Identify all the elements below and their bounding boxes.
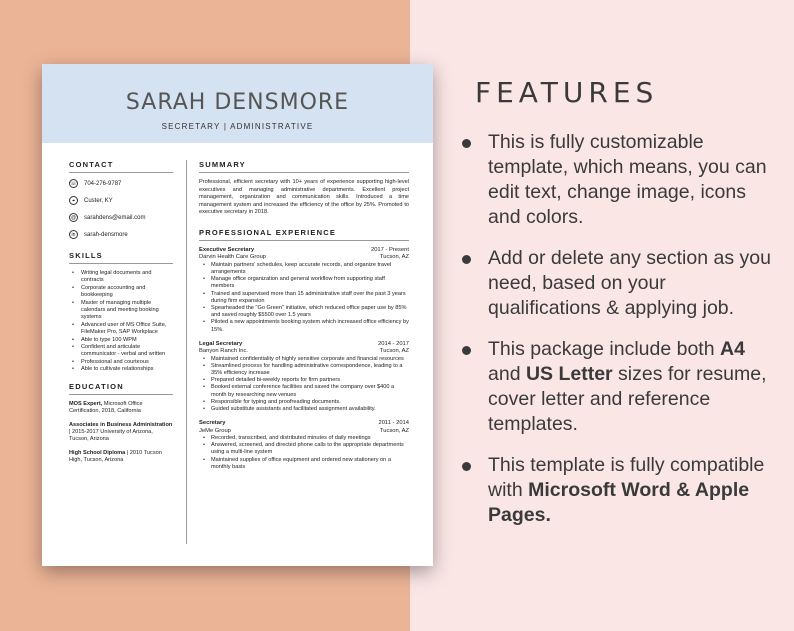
- resume-right-column: [199, 160, 409, 478]
- contact-text: sarahdens@email.com: [84, 214, 146, 221]
- job-company-row: [199, 348, 409, 355]
- feature-item: [460, 246, 780, 321]
- job-dates: 2011 - 2014: [378, 420, 409, 427]
- feature-text: and: [488, 363, 526, 385]
- feature-bold: A4: [719, 338, 745, 360]
- job-bullet: • Streamlined process for handling administrative correspondence, leading to a 35% efficiency increase: [199, 363, 409, 377]
- feature-bold: Microsoft Word & Apple Pages.: [488, 479, 750, 526]
- job-location: Tucson, AZ: [379, 427, 409, 434]
- education-list: [69, 401, 173, 465]
- email-icon: @: [70, 214, 77, 221]
- job-bullet: • Responsible for typing and proofreading documents.: [199, 399, 409, 406]
- skill-item: • Professional and courteous: [69, 359, 173, 366]
- skill-item: • Able to cultivate relationships: [69, 366, 173, 373]
- feature-text: sizes for resume, cover letter and reference templates.: [488, 363, 767, 435]
- job-bullet: • Guided substitute assistants and facilitated assignment availability.: [199, 406, 409, 413]
- job-company: JeMe Group: [199, 427, 231, 434]
- job-bullet: • Spearheaded the "Go Green" initiative, which reduced office paper use by 85% and saved roughly $5500 over 1.5 years: [199, 305, 409, 319]
- skill-item: • Able to type 100 WPM: [69, 337, 173, 344]
- job-entry: [199, 247, 409, 334]
- education-item: [69, 450, 173, 465]
- job-bullet: • Booked external conference facilities and saved the company over $400 a month by researching new venues: [199, 384, 409, 398]
- contact-item: [69, 213, 173, 222]
- location-icon: ⌖: [69, 196, 78, 205]
- feature-text: Add or delete any section as you need, based on your qualifications & applying job.: [488, 247, 771, 319]
- job-bullets: [199, 262, 409, 334]
- contact-text: Custer, KY: [84, 197, 113, 204]
- contact-heading: CONTACT: [69, 160, 173, 173]
- skill-item: • Confident and articulate communicator - verbal and written: [69, 344, 173, 359]
- resume-name: SARAH DENSMORE: [125, 90, 350, 115]
- job-title: Secretary: [199, 420, 226, 427]
- job-bullet: • Maintained supplies of office equipment and ordered new stationery on a monthly basis: [199, 457, 409, 471]
- education-degree: MOS Expert,: [69, 400, 103, 407]
- column-divider: [186, 160, 187, 544]
- job-bullet: • Trained and supervised more than 15 administrative staff over the past 3 years during firm expansion: [199, 291, 409, 305]
- feature-item: [460, 130, 780, 230]
- job-entry: [199, 420, 409, 471]
- education-degree: High School Diploma: [69, 449, 126, 456]
- contact-text: sarah-densmore: [84, 231, 128, 238]
- contact-list: [69, 179, 173, 239]
- features-title: FEATURES: [475, 76, 659, 109]
- job-entry: [199, 341, 409, 413]
- summary-heading: SUMMARY: [199, 160, 409, 173]
- job-location: Tucson, AZ: [379, 254, 409, 261]
- job-company: Darvin Health Care Group: [199, 254, 267, 261]
- job-bullet: • Recorded, transcribed, and distributed minutes of daily meetings: [199, 435, 409, 442]
- skill-item: • Master of managing multiple calendars and meeting booking systems: [69, 300, 173, 322]
- job-bullet: • Answered, screened, and directed phone calls to the appropriate departments using a multi-line system: [199, 442, 409, 456]
- skill-item: • Corporate accounting and bookkeeping: [69, 285, 173, 300]
- feature-text: This is fully customizable template, which means, you can edit text, change image, icons and colors.: [488, 131, 767, 228]
- education-details: | 2010 Tucson High, Tucson, Arizona: [69, 449, 162, 464]
- job-bullet: • Manage office organization and general workflow from supporting staff members: [199, 276, 409, 290]
- contact-item: [69, 196, 173, 205]
- skill-item: • Writing legal documents and contracts: [69, 270, 173, 285]
- resume-page: [42, 64, 433, 566]
- job-bullets: [199, 435, 409, 471]
- job-title: Executive Secretary: [199, 246, 255, 253]
- skill-item: • Advanced user of MS Office Suite, FileMaker Pro, SAP Workplace: [69, 322, 173, 337]
- resume-header: [42, 64, 433, 143]
- job-dates: 2017 - Present: [370, 246, 409, 253]
- job-bullet: • Maintained confidentiality of highly sensitive corporate and financial resources: [199, 356, 409, 363]
- contact-item: [69, 179, 173, 188]
- job-title: Legal Secretary: [199, 340, 243, 347]
- education-item: [69, 401, 173, 416]
- feature-text: This package include both: [488, 338, 720, 360]
- job-bullets: [199, 356, 409, 414]
- feature-item: [460, 337, 780, 437]
- feature-bold: US Letter: [525, 363, 613, 385]
- contact-item: [69, 230, 173, 239]
- linkedin-icon: in: [69, 230, 78, 239]
- education-heading: EDUCATION: [69, 382, 173, 395]
- education-degree: Associates in Business Administration: [69, 421, 173, 428]
- job-bullet: • Maintain partners' schedules, keep accurate records, and organize travel arrangements: [199, 262, 409, 276]
- skills-heading: SKILLS: [69, 251, 173, 264]
- resume-left-column: [69, 160, 173, 471]
- job-bullet: • Prepared detailed bi-weekly reports for firm partners: [199, 377, 409, 384]
- education-details: | 2015-2017 University of Arizona, Tucson, Arizona: [69, 428, 153, 443]
- job-bullet: • Piloted a new appointments booking system which increased office efficiency by 15%.: [199, 319, 409, 333]
- features-list: [460, 130, 780, 544]
- jobs-list: [199, 247, 409, 471]
- education-item: [69, 422, 173, 444]
- skills-list: [69, 270, 173, 374]
- job-title-row: [199, 420, 409, 427]
- phone-icon: ☏: [70, 180, 77, 187]
- summary-text: Professional, efficient secretary with 10+ years of experience supporting high-level executives and managing administrative departments. Excellent project management, organization and communication skills. Introduced a time management system and increased the efficiency of the office by 25%. Promoted to executive secretary in 2018.: [199, 179, 409, 216]
- job-title-row: [199, 247, 409, 254]
- contact-text: 704-276-9787: [84, 180, 122, 187]
- experience-heading: PROFESSIONAL EXPERIENCE: [199, 228, 409, 241]
- job-dates: 2014 - 2017: [378, 340, 409, 347]
- job-company-row: [199, 428, 409, 435]
- job-location: Tucson, AZ: [379, 348, 409, 355]
- job-company: Banyon Ranch Inc.: [199, 348, 248, 355]
- education-details: Microsoft Office Certification, 2018, California: [69, 400, 143, 415]
- job-company-row: [199, 254, 409, 261]
- feature-text: This template is fully compatible with: [488, 454, 765, 501]
- resume-role: SECRETARY | ADMINISTRATIVE: [161, 122, 314, 131]
- job-title-row: [199, 341, 409, 348]
- feature-item: [460, 453, 780, 528]
